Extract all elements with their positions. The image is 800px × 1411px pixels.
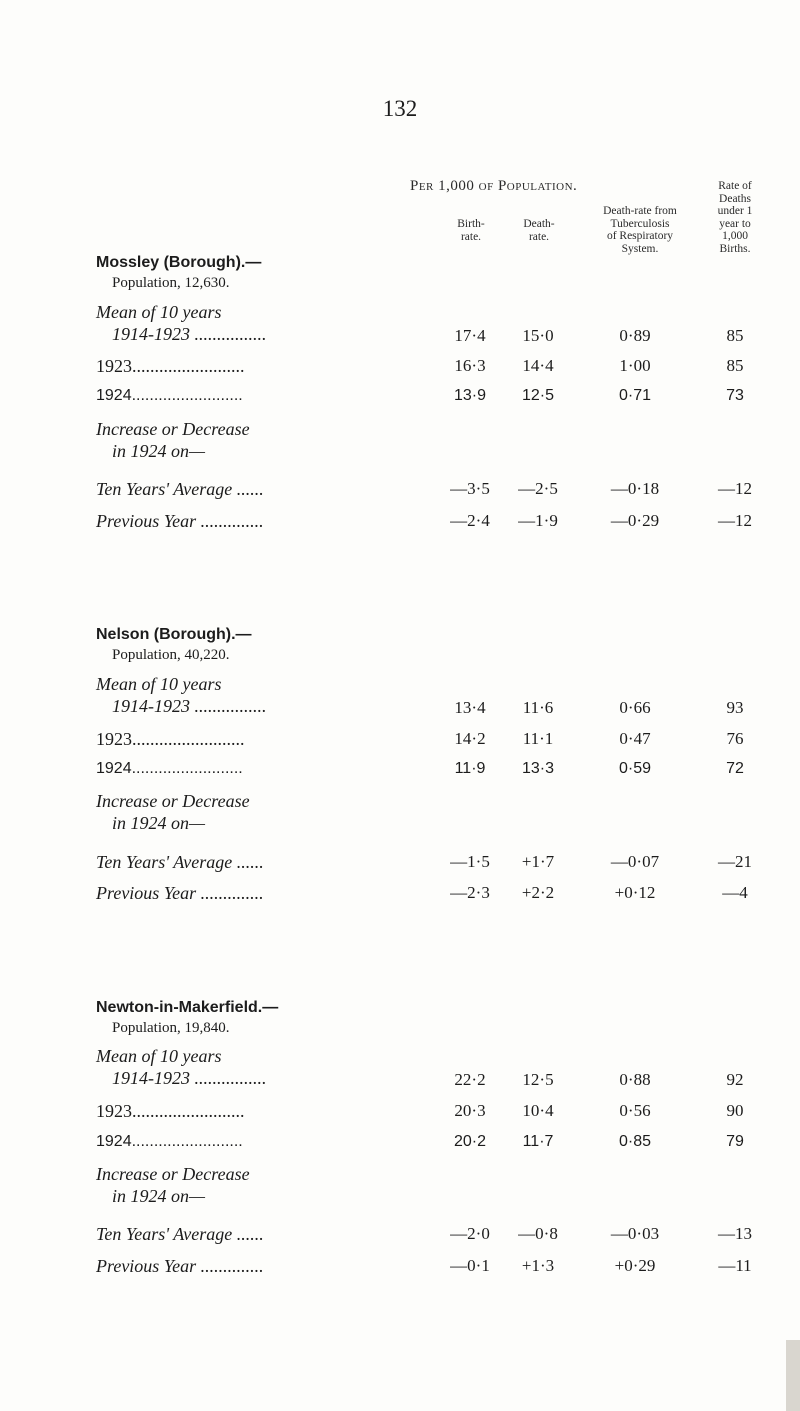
change-label — [96, 1164, 250, 1185]
mean-label-line-2: 1914-1923 ................ — [112, 324, 267, 344]
value-tb: —0·07 — [610, 852, 660, 871]
value-birth: 13·4 — [454, 698, 486, 717]
value-tb: —0·18 — [610, 479, 660, 498]
row-label-1923: 1923......................... — [96, 1101, 245, 1121]
header-infant-line-2: Deaths — [719, 192, 751, 205]
change-label-sub — [112, 441, 205, 462]
value-birth: 11·9 — [454, 760, 486, 777]
header-infant-line-3: under 1 — [717, 205, 753, 217]
mean-label-years — [112, 696, 267, 717]
borough-name: Mossley (Borough).— — [96, 254, 262, 271]
value-death: 11·6 — [522, 698, 554, 717]
value-death: 11·1 — [522, 729, 554, 748]
header-tb-rate — [585, 205, 695, 255]
value-death: +1·7 — [521, 852, 555, 871]
header-tb-line-4: System. — [621, 242, 659, 255]
previous-year-text: Previous Year .............. — [96, 1256, 264, 1276]
header-infant-line-5: 1,000 — [722, 230, 748, 242]
mean-label — [96, 674, 221, 695]
header-infant-rate — [703, 180, 767, 255]
value-death: 15·0 — [522, 326, 554, 345]
mean-label-years — [112, 324, 267, 345]
value-infant: —12 — [718, 511, 752, 530]
value-birth: 17·4 — [454, 326, 486, 345]
value-birth: —2·4 — [450, 511, 490, 530]
value-death: 13·3 — [521, 760, 555, 777]
row-label-1924: 1924......................... — [96, 387, 243, 404]
change-label-sub — [112, 1186, 205, 1207]
borough-name: Newton-in-Makerfield.— — [96, 999, 279, 1016]
value-tb: 0·66 — [619, 698, 651, 717]
value-birth: —0·1 — [450, 1256, 490, 1275]
row-label-ten-years — [96, 852, 264, 873]
change-label-line-1: Increase or Decrease — [96, 791, 250, 811]
row-label-1923: 1923......................... — [96, 729, 245, 749]
mean-label — [96, 1046, 221, 1067]
value-birth: —1·5 — [450, 852, 490, 871]
value-death: +2·2 — [521, 883, 555, 902]
borough-population: Population, 19,840. — [112, 1020, 230, 1036]
value-tb: +0·12 — [614, 883, 656, 902]
page-edge-shadow — [786, 1340, 800, 1411]
value-birth: 20·2 — [453, 1133, 487, 1150]
value-birth: 16·3 — [454, 356, 486, 375]
value-infant: —11 — [718, 1256, 752, 1275]
mean-label-line-1: Mean of 10 years — [96, 302, 222, 322]
value-infant: 76 — [726, 729, 744, 748]
change-label — [96, 419, 250, 440]
value-tb: 1·00 — [619, 356, 651, 375]
header-tb-line-3: of Respiratory — [606, 230, 674, 242]
value-birth: 14·2 — [454, 729, 486, 748]
value-tb: 0·59 — [618, 760, 652, 777]
value-infant: —12 — [718, 479, 752, 498]
value-infant: —13 — [718, 1224, 752, 1243]
value-tb: 0·47 — [619, 729, 651, 748]
header-birth-line-2: rate. — [460, 230, 482, 243]
value-tb: 0·88 — [619, 1070, 651, 1089]
value-death: 14·4 — [522, 356, 554, 375]
value-tb: 0·89 — [619, 326, 651, 345]
value-infant: 93 — [726, 698, 744, 717]
change-label-line-2: in 1924 on— — [112, 1186, 206, 1206]
value-death: —2·5 — [518, 479, 558, 498]
row-label-1924: 1924......................... — [96, 760, 243, 777]
ten-years-text: Ten Years' Average ...... — [96, 852, 264, 872]
mean-label-line-1: Mean of 10 years — [96, 1046, 222, 1066]
header-death-rate — [508, 218, 570, 243]
row-label-previous-year — [96, 1256, 264, 1277]
header-group: Per 1,000 of Population. — [410, 178, 578, 194]
value-infant: 85 — [726, 356, 744, 375]
value-death: 10·4 — [522, 1101, 554, 1120]
change-label-sub — [112, 813, 205, 834]
borough-population: Population, 40,220. — [112, 647, 230, 663]
page-number: 132 — [382, 96, 418, 121]
value-tb: 0·85 — [618, 1133, 652, 1150]
header-birth-rate — [440, 218, 502, 243]
value-birth: 13·9 — [453, 387, 487, 404]
borough-population: Population, 12,630. — [112, 275, 230, 291]
header-infant-line-6: Births. — [719, 242, 751, 255]
value-tb: 0·71 — [618, 387, 652, 404]
value-death: 12·5 — [521, 387, 555, 404]
header-death-line-1: Death- — [523, 218, 555, 230]
ten-years-text: Ten Years' Average ...... — [96, 1224, 264, 1244]
change-label-line-1: Increase or Decrease — [96, 1164, 250, 1184]
header-tb-line-1: Death-rate from — [603, 205, 677, 217]
value-birth: 20·3 — [454, 1101, 486, 1120]
value-death: +1·3 — [521, 1256, 555, 1275]
change-label-line-1: Increase or Decrease — [96, 419, 250, 439]
change-label — [96, 791, 250, 812]
value-tb: —0·03 — [610, 1224, 660, 1243]
value-infant: 79 — [726, 1133, 744, 1150]
value-infant: 85 — [726, 326, 744, 345]
row-label-1924: 1924......................... — [96, 1133, 243, 1150]
value-birth: 22·2 — [454, 1070, 486, 1089]
change-label-line-2: in 1924 on— — [112, 441, 206, 461]
header-infant-line-1: Rate of — [718, 180, 752, 192]
value-death: —0·8 — [518, 1224, 558, 1243]
mean-label — [96, 302, 221, 323]
row-label-1923: 1923......................... — [96, 356, 245, 376]
mean-label-line-1: Mean of 10 years — [96, 674, 222, 694]
value-infant: 92 — [726, 1070, 744, 1089]
value-infant: 90 — [726, 1101, 744, 1120]
previous-year-text: Previous Year .............. — [96, 883, 264, 903]
mean-label-line-2: 1914-1923 ................ — [112, 696, 267, 716]
header-death-line-2: rate. — [528, 230, 550, 243]
value-death: 12·5 — [522, 1070, 554, 1089]
value-tb: +0·29 — [614, 1256, 656, 1275]
mean-label-line-2: 1914-1923 ................ — [112, 1068, 267, 1088]
value-birth: —3·5 — [450, 479, 490, 498]
value-death: —1·9 — [518, 511, 558, 530]
row-label-previous-year — [96, 511, 264, 532]
header-tb-line-2: Tuberculosis — [610, 217, 670, 230]
row-label-ten-years — [96, 1224, 264, 1245]
borough-name: Nelson (Borough).— — [96, 626, 252, 643]
change-label-line-2: in 1924 on— — [112, 813, 206, 833]
value-infant: 72 — [726, 760, 744, 777]
value-infant: 73 — [726, 387, 744, 404]
header-infant-line-4: year to — [719, 217, 751, 230]
mean-label-years — [112, 1068, 267, 1089]
value-birth: —2·3 — [450, 883, 490, 902]
row-label-previous-year — [96, 883, 264, 904]
value-death: 11·7 — [522, 1133, 554, 1150]
header-birth-line-1: Birth- — [457, 218, 485, 230]
ten-years-text: Ten Years' Average ...... — [96, 479, 264, 499]
value-tb: —0·29 — [610, 511, 660, 530]
value-infant: —21 — [718, 852, 752, 871]
previous-year-text: Previous Year .............. — [96, 511, 264, 531]
value-infant: —4 — [722, 883, 748, 902]
row-label-ten-years — [96, 479, 264, 500]
value-tb: 0·56 — [619, 1101, 651, 1120]
value-birth: —2·0 — [450, 1224, 490, 1243]
